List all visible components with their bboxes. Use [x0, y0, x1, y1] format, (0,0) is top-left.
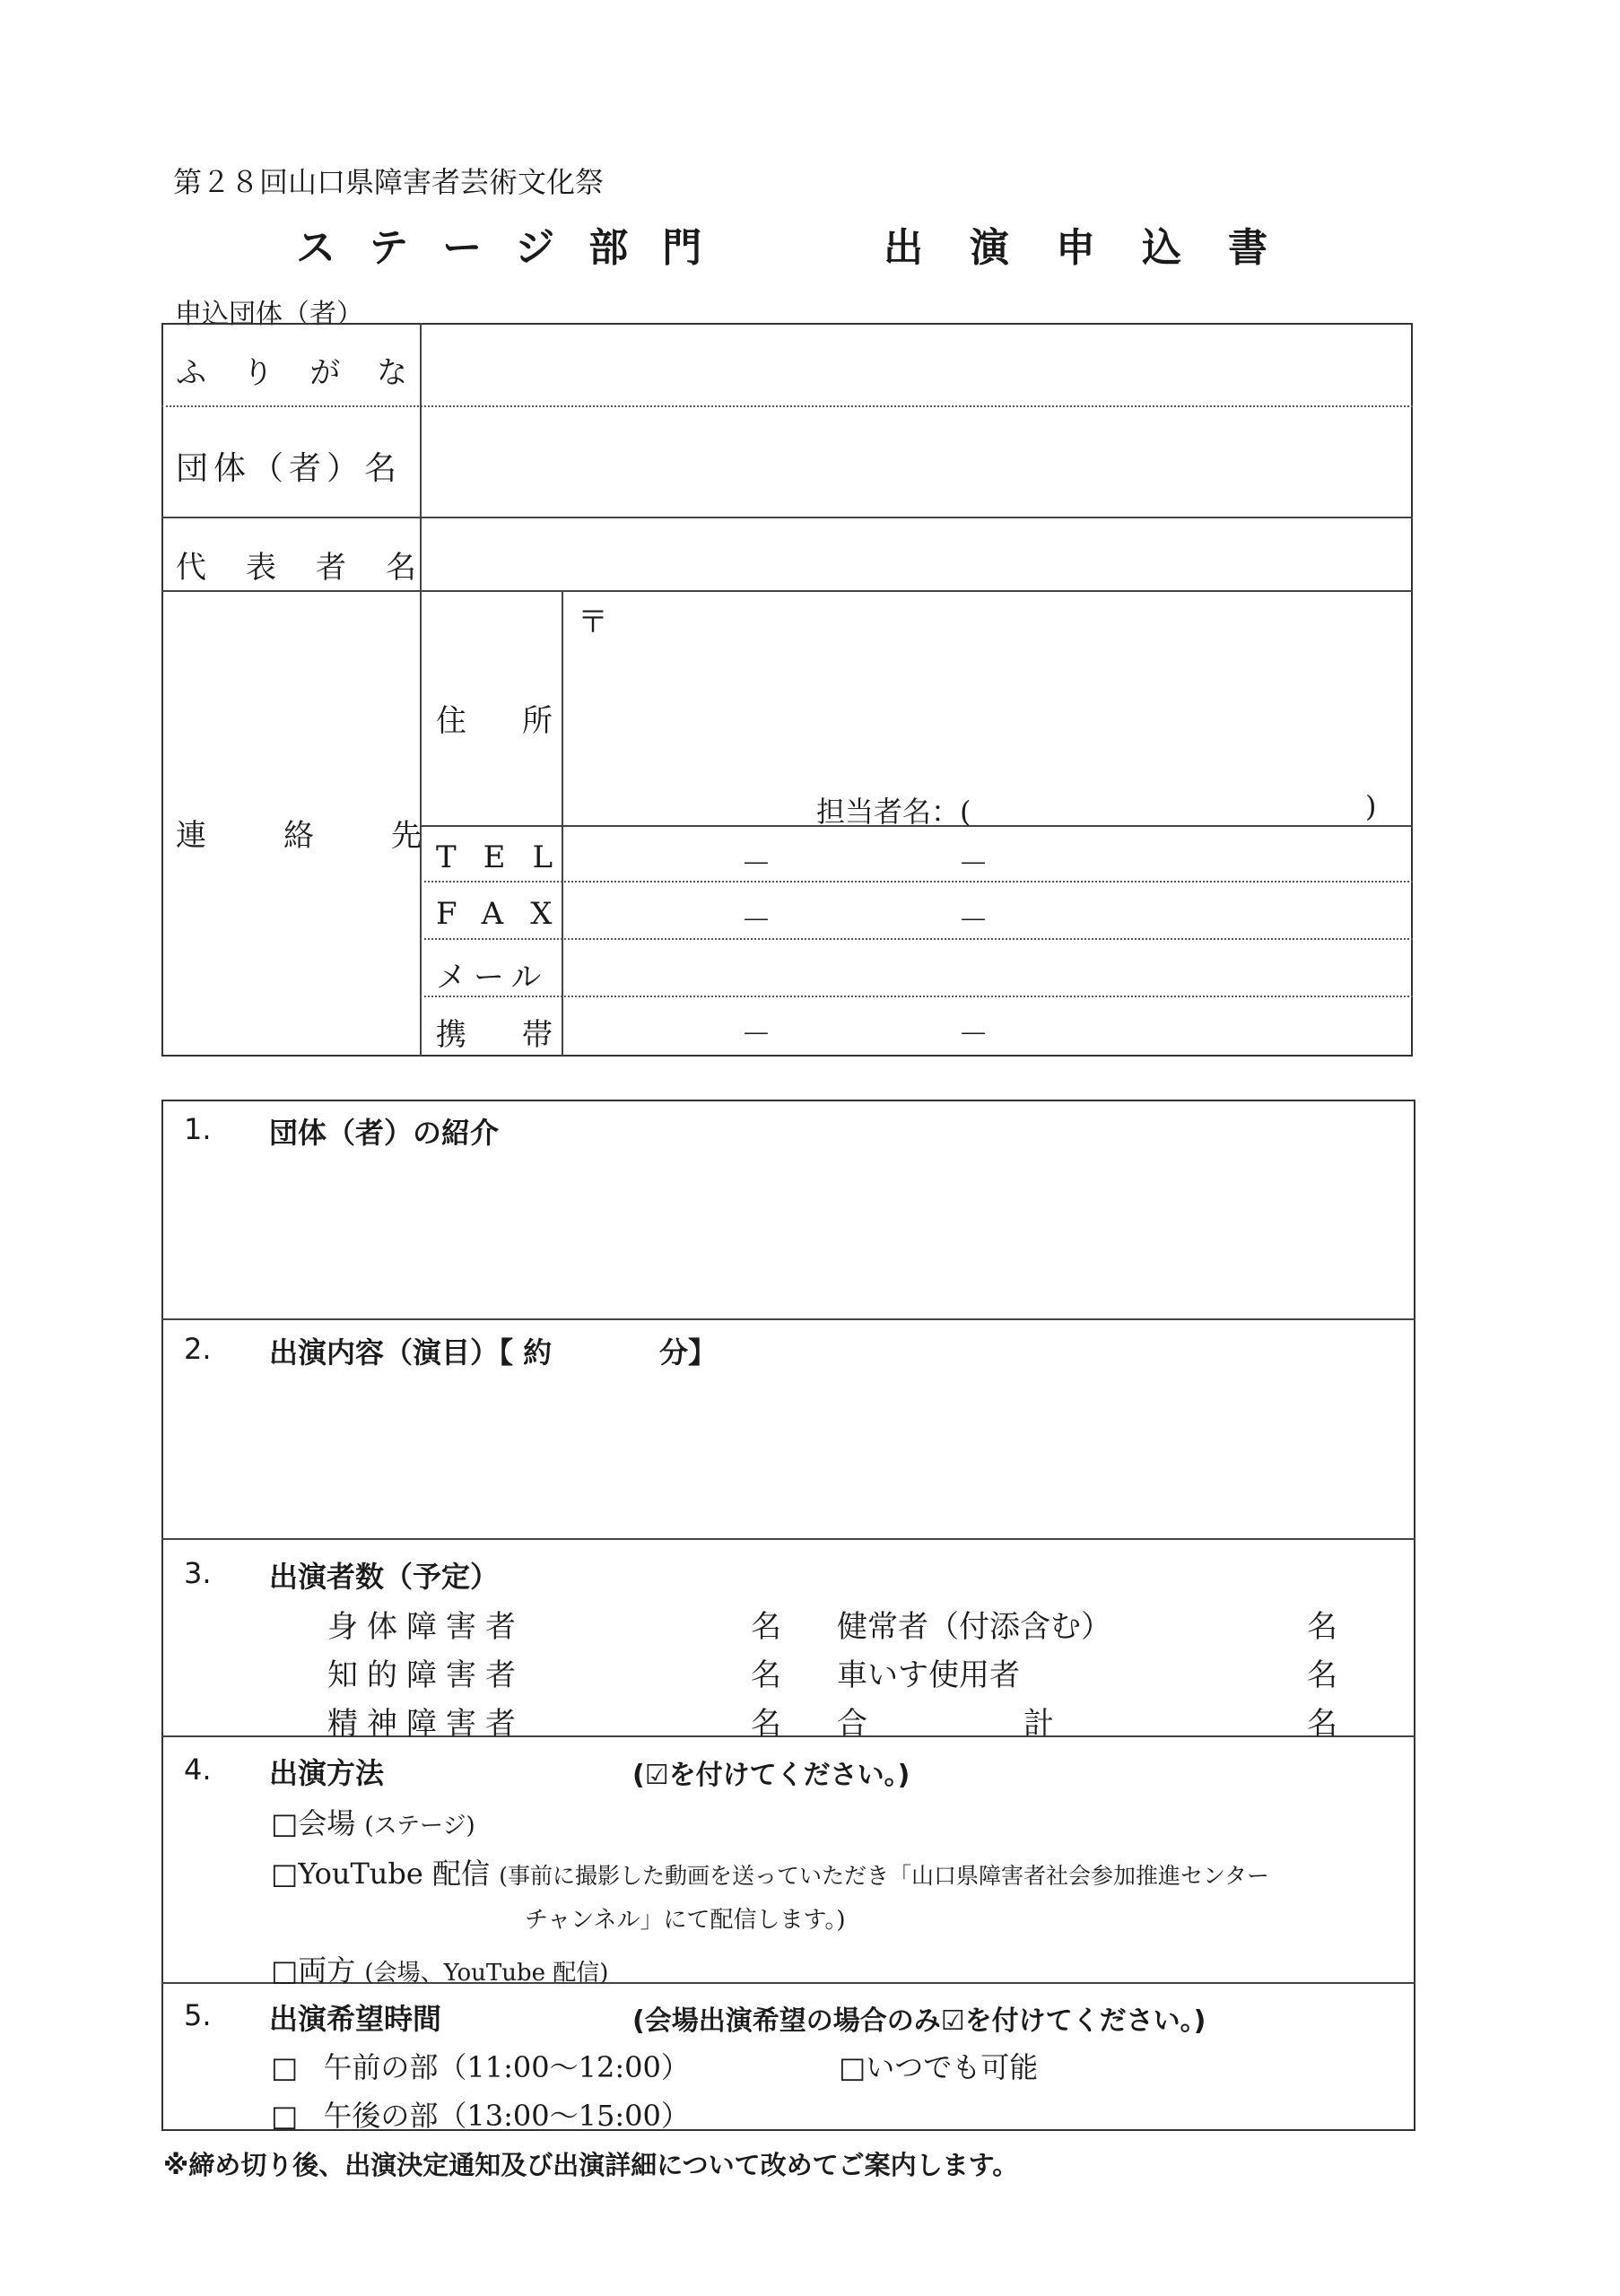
tel-dash-1: －	[741, 847, 771, 883]
footer-note: ※締め切り後、出演決定通知及び出演詳細について改めてご案内します。	[163, 2150, 1019, 2180]
checkbox-icon[interactable]: □	[271, 1806, 299, 1840]
method-option-venue[interactable]: □会場 (ステージ)	[271, 1806, 475, 1840]
section3-number: 3.	[184, 1556, 212, 1590]
time-option-morning[interactable]: □ 午前の部（11:00～12:00）	[271, 2050, 690, 2084]
fax-dash-2: －	[958, 903, 989, 939]
applicant-section-label: 申込団体（者）	[175, 299, 363, 330]
section4-note: (☑を付けてください。)	[632, 1760, 910, 1791]
representative-label: 代表者名	[176, 550, 456, 586]
checkbox-icon[interactable]: □	[271, 1953, 299, 1987]
mobile-dash-2: －	[958, 1017, 989, 1053]
furigana-label: ふ り が な	[176, 355, 407, 391]
applicant-table	[161, 323, 1413, 1057]
participant-row-intellectual: 知的障害者 名 車いす使用者 名	[327, 1657, 1337, 1693]
section5-number: 5.	[184, 1998, 212, 2032]
person-in-charge-close: )	[1365, 789, 1377, 823]
section2-number: 2.	[184, 1332, 212, 1366]
contact-label: 連絡先	[176, 818, 499, 854]
section3-title: 出演者数（予定）	[269, 1560, 500, 1594]
method-youtube-continued: チャンネル」にて配信します。)	[525, 1907, 846, 1934]
form-title-right: 出演申込書	[884, 225, 1314, 271]
method-option-both[interactable]: □両方 (会場、YouTube 配信)	[271, 1953, 609, 1987]
section1-title: 団体（者）の紹介	[269, 1116, 500, 1150]
group-name-label: 団体（者）名	[176, 450, 403, 487]
festival-title: 第２８回山口県障害者芸術文化祭	[173, 165, 605, 199]
time-option-anytime[interactable]: □いつでも可能	[839, 2050, 1039, 2084]
person-in-charge-label: 担当者名：(	[816, 795, 971, 829]
section4-title: 出演方法	[269, 1756, 385, 1790]
participant-row-physical: 身体障害者 名 健常者（付添含む） 名	[327, 1609, 1337, 1645]
checkbox-icon[interactable]: □	[271, 2099, 299, 2133]
checkbox-icon[interactable]: □	[839, 2050, 867, 2084]
form-title-left: ステージ部門	[296, 225, 736, 271]
section4-number: 4.	[184, 1752, 212, 1787]
section2-minutes: 分】	[659, 1335, 718, 1370]
fax-dash-1: －	[741, 903, 771, 939]
mail-label: メール	[436, 960, 549, 996]
mobile-label: 携帯	[436, 1017, 608, 1053]
address-label: 住所	[436, 703, 608, 739]
checkbox-icon[interactable]: □	[271, 2050, 299, 2084]
section5-note: (会場出演希望の場合のみ☑を付けてください。)	[632, 2005, 1206, 2037]
mobile-dash-1: －	[741, 1017, 771, 1053]
method-option-youtube[interactable]: □YouTube 配信 (事前に撮影した動画を送っていただき「山口県障害者社会参加推進センター	[271, 1857, 1269, 1891]
time-option-afternoon[interactable]: □ 午後の部（13:00～15:00）	[271, 2099, 690, 2133]
postal-mark-icon: 〒	[578, 604, 608, 640]
section5-title: 出演希望時間	[269, 2002, 442, 2036]
section2-title: 出演内容（演目）【 約	[269, 1335, 553, 1370]
section1-number: 1.	[184, 1112, 212, 1146]
checkbox-icon[interactable]: □	[271, 1857, 299, 1891]
tel-label: TEL	[436, 839, 580, 875]
tel-dash-2: －	[958, 847, 989, 883]
fax-label: FAX	[436, 896, 579, 932]
participant-row-mental: 精神障害者 名 合 計 名	[327, 1706, 1337, 1742]
